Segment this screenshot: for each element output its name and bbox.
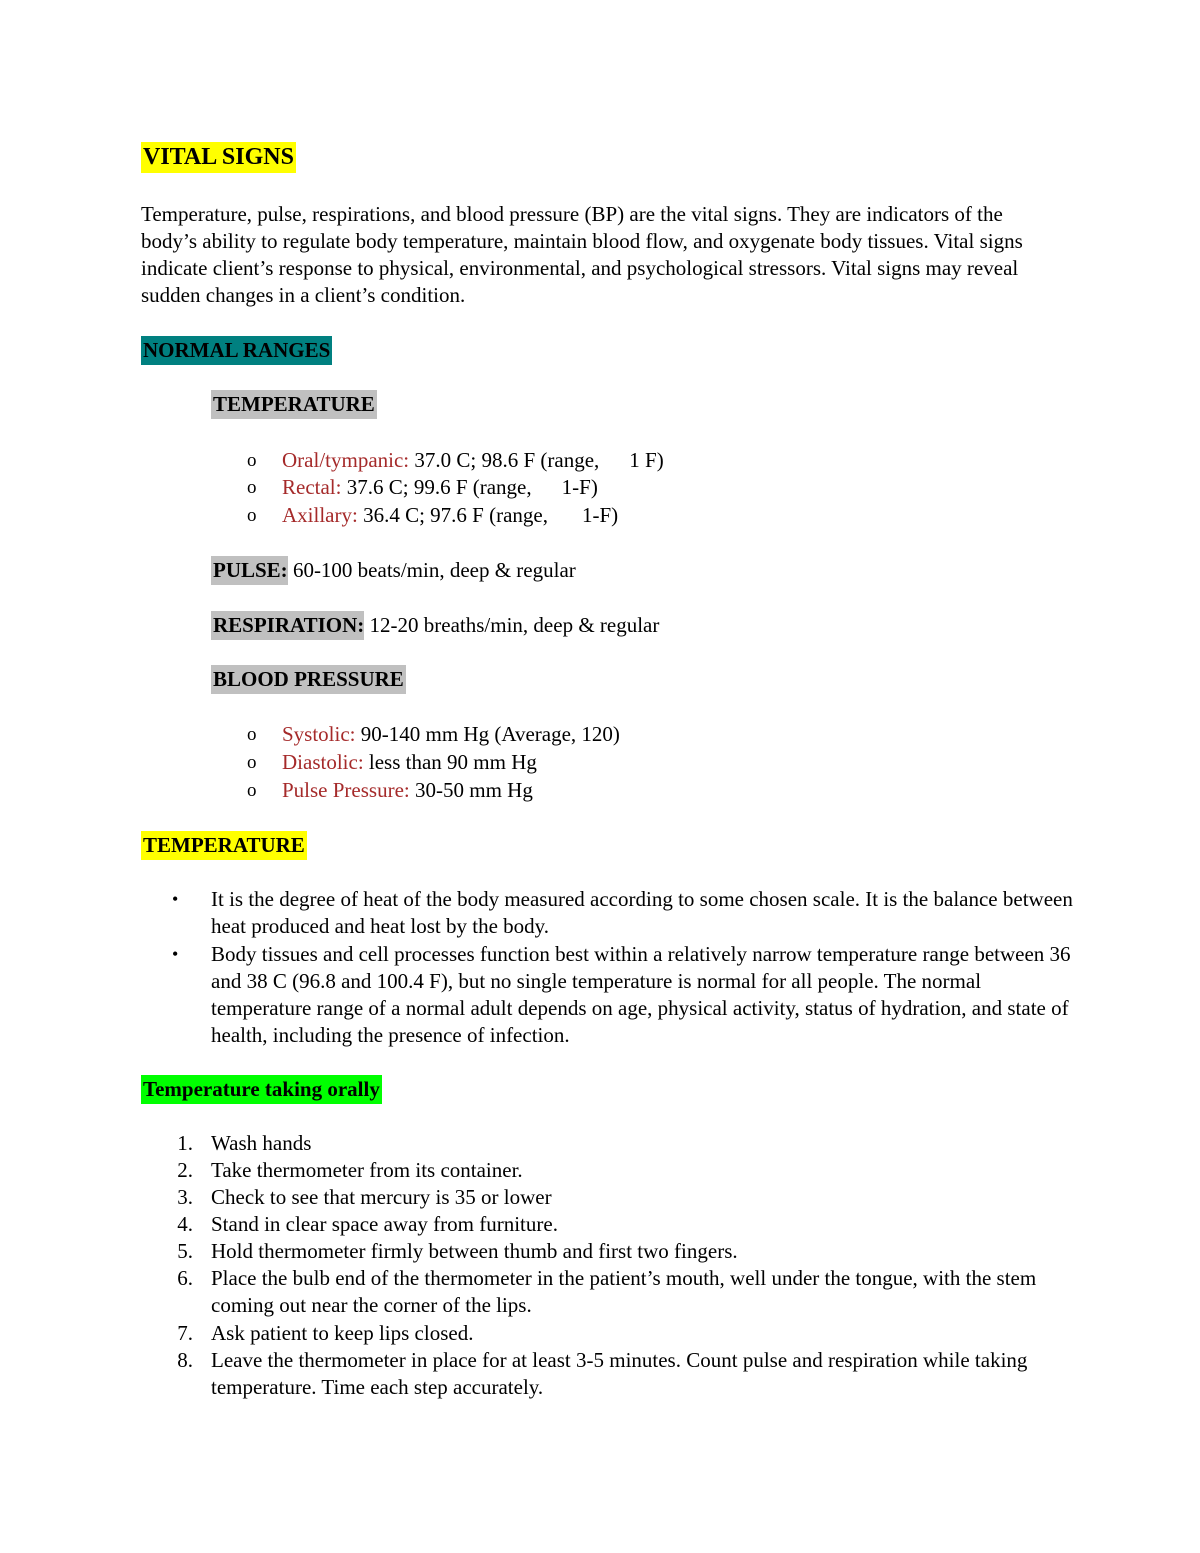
circle-bullet-icon: o	[247, 752, 257, 773]
temperature-bullet-text: It is the degree of heat of the body measured according to some chosen scale. It is the balance between heat produced and heat lost by the body.	[211, 887, 1073, 938]
bullet-icon: •	[172, 889, 179, 909]
temp-item-value: 37.0 C; 98.6 F (range,	[414, 448, 600, 472]
temperature-section-heading-row	[141, 832, 1071, 859]
step-number: 4.	[177, 1212, 193, 1236]
step-number: 2.	[177, 1158, 193, 1182]
temp-item-range: 1-F)	[561, 475, 598, 499]
respiration-label: RESPIRATION:	[211, 611, 364, 640]
temp-item-value: 37.6 C; 99.6 F (range,	[346, 475, 532, 499]
normal-ranges-heading-row	[141, 337, 1071, 364]
circle-bullet-icon: o	[247, 450, 257, 471]
step-number: 6.	[177, 1266, 193, 1290]
temperature-subheading: TEMPERATURE	[211, 390, 377, 419]
document-title: VITAL SIGNS	[141, 142, 296, 173]
oral-section-heading: Temperature taking orally	[141, 1075, 382, 1104]
document-title-row	[141, 144, 1071, 171]
step-number: 3.	[177, 1185, 193, 1209]
bp-item-value: 30-50 mm Hg	[415, 778, 533, 802]
step-number: 5.	[177, 1239, 193, 1263]
bp-item-label: Diastolic:	[282, 750, 364, 774]
step-text: Stand in clear space away from furniture.	[211, 1212, 558, 1236]
step-text: Ask patient to keep lips closed.	[211, 1321, 474, 1345]
pulse-value: 60-100 beats/min, deep & regular	[292, 558, 576, 582]
intro-paragraph: Temperature, pulse, respirations, and blood pressure (BP) are the vital signs. They are indicators of the body’s ability to regulate body temperature, maintain blood flow, and oxygenate body tissues. Vital signs indicate client’s response to physical, environmental, and psychological stressors. Vital signs may reveal sudden changes in a client’s condition.	[141, 202, 1023, 307]
step-text: Hold thermometer firmly between thumb and first two fingers.	[211, 1239, 738, 1263]
blood-pressure-subheading: BLOOD PRESSURE	[211, 665, 406, 694]
temp-item-range: 1 F)	[629, 448, 664, 472]
step-text: Check to see that mercury is 35 or lower	[211, 1185, 552, 1209]
blood-pressure-subheading-row	[211, 666, 406, 693]
bp-item-label: Systolic:	[282, 722, 356, 746]
step-number: 1.	[177, 1131, 193, 1155]
temperature-bullet-text: Body tissues and cell processes function best within a relatively narrow temperature range between 36 and 38 C (96.8 and 100.4 F), but no single temperature is normal for all people. The normal temperature range of a normal adult depends on age, physical activity, status of hydration, and state of health, including the presence of infection.	[211, 942, 1071, 1047]
bp-item-label: Pulse Pressure:	[282, 778, 410, 802]
temperature-section-heading: TEMPERATURE	[141, 831, 307, 860]
temp-item-range: 1-F)	[581, 503, 619, 527]
circle-bullet-icon: o	[247, 780, 257, 801]
step-text: Wash hands	[211, 1131, 312, 1155]
step-text: Leave the thermometer in place for at least 3-5 minutes. Count pulse and respiration while taking temperature. Time each step accurately.	[211, 1348, 1028, 1399]
temp-item-value: 36.4 C; 97.6 F (range,	[363, 503, 548, 527]
circle-bullet-icon: o	[247, 505, 257, 526]
bp-item-value: less than 90 mm Hg	[368, 750, 537, 774]
step-number: 7.	[177, 1321, 193, 1345]
pulse-label: PULSE:	[211, 556, 288, 585]
bp-item-value: 90-140 mm Hg (Average, 120)	[360, 722, 620, 746]
temp-item-label: Rectal:	[282, 475, 342, 499]
bullet-icon: •	[172, 944, 179, 964]
respiration-value: 12-20 breaths/min, deep & regular	[369, 613, 660, 637]
pulse-row	[211, 557, 576, 584]
normal-ranges-heading: NORMAL RANGES	[141, 336, 332, 365]
respiration-row	[211, 612, 659, 639]
step-number: 8.	[177, 1348, 193, 1372]
temp-item-label: Axillary:	[282, 503, 358, 527]
circle-bullet-icon: o	[247, 477, 257, 498]
step-text: Take thermometer from its container.	[211, 1158, 523, 1182]
circle-bullet-icon: o	[247, 724, 257, 745]
temperature-subheading-row	[211, 391, 377, 418]
oral-section-heading-row	[141, 1076, 1071, 1103]
step-text: Place the bulb end of the thermometer in the patient’s mouth, well under the tongue, with the stem coming out near the corner of the lips.	[211, 1266, 1037, 1317]
temp-item-label: Oral/tympanic:	[282, 448, 410, 472]
